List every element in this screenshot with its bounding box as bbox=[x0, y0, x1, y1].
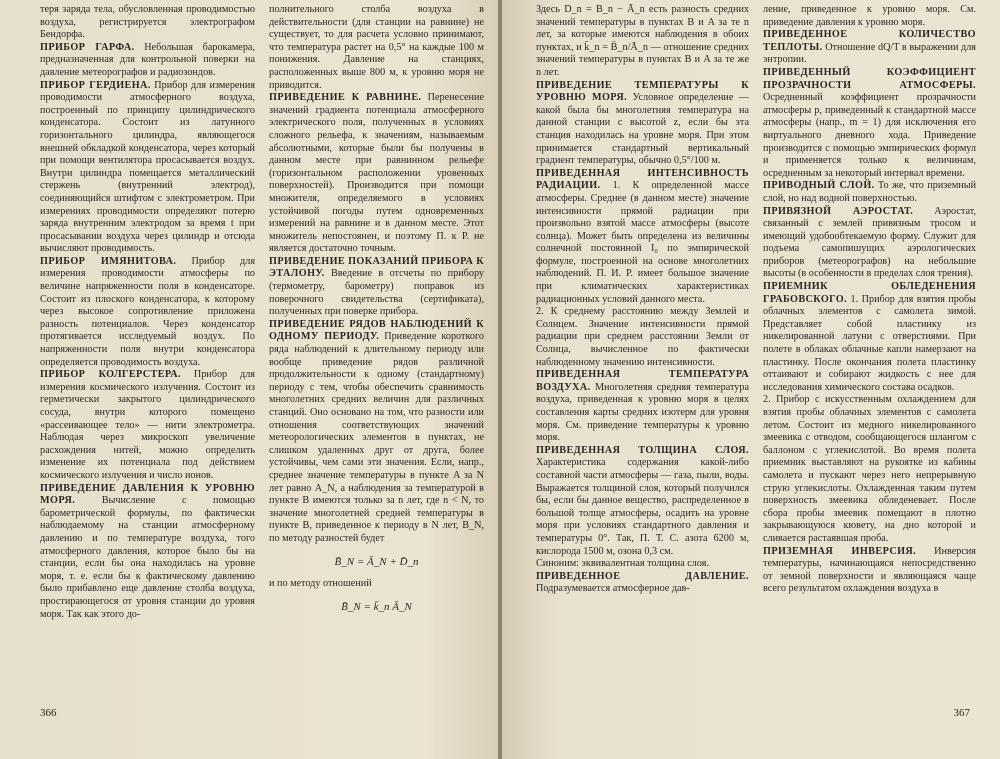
entry-text: 1. К определенной массе атмосферы. Среднее (в данном месте) значение интенсивности прямой радиации при произвольно взятой массе атмосферы (высоте солнца). Может быть определена из величины солнечной постоянной I₀ по эмпирической формуле, построенной на основе многолетних наблюдений. П. И. Р. имеет большое значение при климатических характеристиках радиационных условий данного места. bbox=[536, 180, 749, 305]
entry-title: ПРИВЕДЕНИЕ К РАВНИНЕ. bbox=[269, 92, 422, 104]
entry-text: То же, что приземный слой, но над водной поверхностью. bbox=[763, 180, 976, 204]
entry-title: ПРИВОДНЫЙ СЛОЙ. bbox=[763, 180, 875, 192]
dictionary-entry bbox=[763, 67, 976, 180]
entry-text: Прибор для измерения проводимости атмосферы по величине напряженности поля в конденсаторе. Состоит из плоского конденсатора, к которому через высокое сопротивление приложена разность потенциалов. Через конденсатор протягивается исследуемый воздух. По напряженности поля внутри конденсатора определяется проводимость воздуха. bbox=[40, 255, 255, 368]
entry-title: ПРИБОР ГЕРДИЕНА. bbox=[40, 79, 151, 91]
body-paragraph bbox=[269, 4, 484, 92]
entry-text: Небольшая барокамера, предназначенная для контрольной поверки на давление метеорографов и радиозондов. bbox=[40, 41, 255, 78]
entry-text: ление, приведенное к уровню моря. См. приведение давления к уровню моря. bbox=[763, 4, 976, 28]
entry-text: теря заряда тела, обусловленная проводимостью воздуха, регистрируется электрографом Бендорфа. bbox=[40, 4, 255, 41]
entry-text: Инверсия температуры, начинающаяся непосредственно от земной поверхности и являющаяся чаще всего результатом охлаждения воздуха в bbox=[763, 545, 976, 595]
entry-title: ПРИВЕДЕННОЕ КОЛИЧЕСТВО ТЕПЛОТЫ. bbox=[763, 29, 976, 53]
dictionary-entry bbox=[536, 369, 749, 445]
entry-text: Аэростат, связанный с землей привязным тросом и имеющий удобообтекаемую форму. Служит для подъема самопишущих аэрологических приборов (метеорографов) на небольшие высоты (в особенности в пределах слоя трения). bbox=[763, 205, 976, 280]
entry-text: Приведение короткого ряда наблюдений к длительному периоду или вообще приведение рядов различной продолжительности к одному (стандартному) периоду с тем, чтобы обеспечить сравнимость многолетних средних величин для различных станций. Оно основано на том, что разности или отношения соответствующих значений метеорологических элементов в пунктах, не слишком удаленных друг от друга, более устойчивы, чем сами эти значения. Если, напр., среднее значение температуры в пункте A за N лет равно A_N, а наблюдения за температурой в пункте B имеются только за n лет, где n < N, то значение многолетней средней температуры в пункте B, приведенное к периоду в N лет, B_N, по методу разностей будет bbox=[269, 331, 484, 544]
dictionary-entry bbox=[40, 80, 255, 256]
entry-title: ПРИВЕДЕНИЕ ДАВЛЕНИЯ К УРОВНЮ МОРЯ. bbox=[40, 482, 255, 507]
formula: B̄_N = Ā_N + D̄_n bbox=[334, 555, 419, 568]
dictionary-entry bbox=[763, 29, 976, 67]
page-number-right: 367 bbox=[953, 707, 970, 719]
entry-text: Условное определение — какой была бы многолетняя температура на данной станции с высотой z, если бы эта станция находилась на уровне моря. При этом принимается стандартный вертикальный градиент температуры, обычно 0,5°/100 м. bbox=[536, 92, 749, 167]
right-page-column-1 bbox=[536, 4, 749, 704]
dictionary-entry bbox=[269, 256, 484, 319]
dictionary-entry bbox=[40, 256, 255, 369]
entry-text: и по методу отношений bbox=[269, 578, 372, 590]
entry-text: 1. Прибор для взятия пробы облачных элементов с самолета зимой. Представляет собой пластинку из никелированной латуни с отверстиями. При полете в облаках облачные капли намерзают на пластинку. После окончания полета пластинку оттаивают и собирают жидкость с нее для исследования химического состава осадков. bbox=[763, 293, 976, 393]
dictionary-entry bbox=[763, 546, 976, 596]
body-paragraph bbox=[536, 558, 749, 571]
entry-text: Подразумевается атмосферное дав- bbox=[536, 583, 690, 595]
entry-title: ПРИВЕДЕННОЕ ДАВЛЕНИЕ. bbox=[536, 570, 749, 582]
right-page bbox=[502, 0, 1000, 759]
entry-text: 2. Прибор с искусственным охлаждением для взятия пробы облачных элементов с самолета летом. Состоит из медного никелированного змеевика с отводом, сообщающегося шлангом с баллоном с углекислотой. Во время полета приемник выставляют на рукоятке из кабины самолета и пускают через него непрерывную струю углекислоты. Охлажденная таким путем поверхность змеевика обледеневает. После сбора пробы змеевик помещают в плотно закрывающуюся кювету, на дно которой и сливается растаявшая проба. bbox=[763, 394, 976, 544]
entry-text: Прибор для измерения космического излучения. Состоит из герметически закрытого цилиндрического сосуда, внутри которого помещено «рассеивающее тело» — нити электрометра. Наблюдая через микроскоп увеличение расхождения нитей, можно определить изменение их потенциала под действием космического излучения и число ионов. bbox=[40, 369, 255, 481]
dictionary-entry bbox=[763, 281, 976, 394]
dictionary-entry bbox=[40, 483, 255, 622]
formula: B̄_N = k̄_n Ā_N bbox=[341, 600, 412, 613]
body-paragraph bbox=[536, 4, 749, 80]
right-page-column-2 bbox=[763, 4, 976, 704]
entry-title: ПРИВЕДЕННАЯ ТОЛЩИНА СЛОЯ. bbox=[536, 444, 749, 456]
entry-title: ПРИБОР ИМЯНИТОВА. bbox=[40, 255, 177, 267]
body-paragraph bbox=[763, 4, 976, 29]
left-page-column-2 bbox=[269, 4, 484, 704]
dictionary-entry bbox=[536, 571, 749, 596]
entry-text: Вычисление с помощью барометрической формулы, по фактически наблюдаемому на станции атмосферному давлению и по температуре воздуха, того атмосферного давления, которое было бы на станции, если бы она находилась на уровне моря, т. е. если бы к фактическому давлению было прибавлено еще давление столба воздуха, простирающегося от уровня станции до уровня моря. Так как этого до- bbox=[40, 495, 255, 620]
dictionary-entry bbox=[536, 445, 749, 558]
entry-text: полнительного столба воздуха в действительности (для станции на равнине) не существует, то для расчета условно принимают, что температура растет на 0,5° на каждые 100 м понижения. Давление на станциях, расположенных выше 800 м, к уровню моря не приводится. bbox=[269, 4, 484, 91]
dictionary-entry bbox=[536, 80, 749, 168]
dictionary-entry bbox=[536, 168, 749, 307]
left-page-column-1 bbox=[40, 4, 255, 704]
entry-text: Осредненный коэффициент прозрачности атмосферы p, приведенный к стандартной массе атмосферы (напр., m = 1) для исключения его виртуального дневного хода. Приведение производится с помощью эмпирических формул и применяется только к величинам, осредненным за некоторый интервал времени. bbox=[763, 92, 976, 179]
entry-text: Прибор для измерения проводимости атмосферного воздуха, построенный по принципу цилиндрического конденсатора. Состоит из латунного горизонтального цилиндра, являющегося внешней обкладкой конденсатора, через который при помощи вентилятора просасывается воздух. Внутри цилиндра помещается металлический стержень (внутренний электрод), соединяющийся штифтом с электрометром. При измерениях проводимости определяют потерю заряда внутренним электродом за время t при просасывании воздуха через цилиндр и отсюда вычисляют проводимость. bbox=[40, 79, 255, 255]
entry-text: Отношение dQ/T в выражении для энтропии. bbox=[763, 41, 976, 66]
page-number-left: 366 bbox=[40, 707, 57, 719]
dictionary-entry bbox=[269, 92, 484, 256]
entry-title: ПРИБОР КОЛГЕРСТЕРА. bbox=[40, 369, 181, 381]
entry-title: ПРИВЯЗНОЙ АЭРОСТАТ. bbox=[763, 205, 914, 217]
entry-title: ПРИВЕДЕННАЯ ИНТЕНСИВНОСТЬ РАДИАЦИИ. bbox=[536, 167, 749, 192]
entry-text: Введение в отсчеты по прибору (термометру, барометру) поправок из поверочного свидетельства (сертификата), полученных при поверке прибора. bbox=[269, 268, 484, 318]
entry-title: ПРИВЕДЕНИЕ ПОКАЗАНИЙ ПРИБОРА К ЭТАЛОНУ. bbox=[269, 255, 484, 280]
entry-text: Многолетняя средняя температура воздуха, приведенная к уровню моря в целях составления карты средних изотерм для уровня моря. См. приведение температуры к уровню моря. bbox=[536, 381, 749, 444]
body-paragraph bbox=[763, 394, 976, 545]
entry-text: Перенесение значений градиента потенциала атмосферного электрического поля, полученных в условиях сложного рельефа, к значениям, называемым абсолютными, которые были бы получены в данном месте при равнинном рельефе (горизонтальном расположении уровенных поверхностей). Производится при помощи множителя, определяемого в условиях устойчивой погоды путем одновременных измерений на равнине и в данном месте. Этот множитель непостоянен, и поэтому П. к Р. не является достаточно точным. bbox=[269, 92, 484, 255]
entry-title: ПРИЕМНИК ОБЛЕДЕНЕНИЯ ГРАБОВСКОГО. bbox=[763, 281, 976, 305]
body-paragraph bbox=[40, 4, 255, 42]
dictionary-entry bbox=[269, 319, 484, 546]
entry-title: ПРИВЕДЕНИЕ ТЕМПЕРАТУРЫ К УРОВНЮ МОРЯ. bbox=[536, 79, 749, 104]
entry-text: 2. К среднему расстоянию между Землей и Солнцем. Значение интенсивности прямой радиации при среднем расстоянии Земли от Солнца, вычисленное по фактически наблюденному значению интенсивности. bbox=[536, 306, 749, 368]
entry-title: ПРИБОР ГАРФА. bbox=[40, 41, 135, 53]
body-paragraph bbox=[536, 306, 749, 369]
entry-text: Здесь D̄_n = B̄_n − Ā_n есть разность средних значений температуры в пунктах B и A за те n лет, за которые имеются наблюдения в обоих пунктах, и k̄_n = B̄_n/Ā_n — отношение средних значений температуры в пунктах B и A за те же n лет. bbox=[536, 4, 749, 78]
dictionary-entry bbox=[763, 180, 976, 205]
entry-title: ПРИЗЕМНАЯ ИНВЕРСИЯ. bbox=[763, 545, 917, 557]
dictionary-entry bbox=[40, 42, 255, 80]
dictionary-entry bbox=[40, 369, 255, 482]
entry-title: ПРИВЕДЕННАЯ ТЕМПЕРАТУРА ВОЗДУХА. bbox=[536, 369, 749, 393]
entry-title: ПРИВЕДЕНИЕ РЯДОВ НАБЛЮДЕНИЙ К ОДНОМУ ПЕРИОДУ. bbox=[269, 318, 484, 343]
left-page bbox=[0, 0, 498, 759]
entry-text: Синоним: эквивалентная толщина слоя. bbox=[536, 558, 710, 570]
entry-text: Характеристика содержания какой-либо составной части атмосферы — газа, пыли, воды. Выражается толщиной слоя, который получился бы, если бы данное вещество, распределенное в большой толще атмосферы, осадить на уровне моря при условиях стандартного давления и температуры 0°. Так, П. Т. С. азота 6200 м, кислорода 1500 м, озона 0,3 см. bbox=[536, 457, 749, 557]
dictionary-entry bbox=[763, 206, 976, 282]
body-paragraph bbox=[269, 578, 484, 591]
entry-title: ПРИВЕДЕННЫЙ КОЭФФИЦИЕНТ ПРОЗРАЧНОСТИ АТМОСФЕРЫ. bbox=[763, 66, 976, 91]
